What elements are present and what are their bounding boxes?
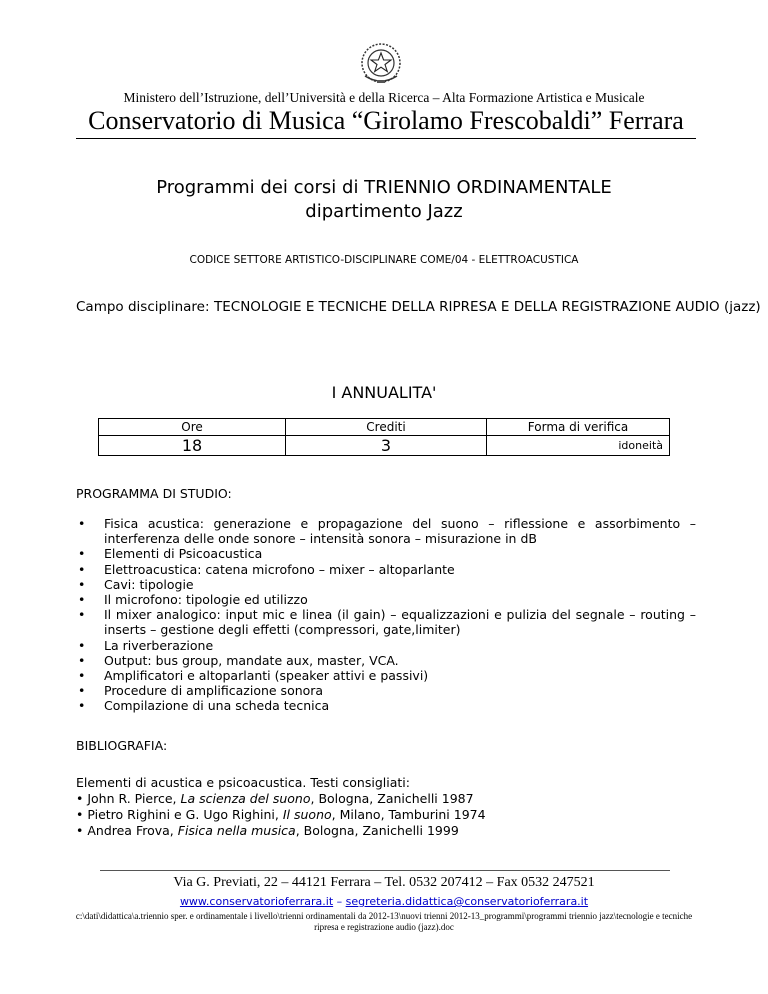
value-crediti: 3	[286, 436, 487, 456]
campo-disciplinare	[76, 299, 761, 316]
file-path: c:\dati\didattica\a.triennio sper. e ordinamentale i livello\trienni ordinamentali da 2012-13\nuovi trienni 2012-13_programmi\programmi triennio jazz\tecnologie e tecniche ripresa e registrazione audio (jazz).doc	[75, 911, 693, 932]
header-ore: Ore	[99, 419, 286, 436]
list-item: • Compilazione di una scheda tecnica	[76, 698, 696, 713]
bibliografia-heading: BIBLIOGRAFIA:	[76, 738, 168, 753]
value-ore: 18	[99, 436, 286, 456]
conservatorio-name: Conservatorio di Musica “Girolamo Frescobaldi” Ferrara	[76, 106, 696, 139]
list-item: • Fisica acustica: generazione e propagazione del suono – riflessione e assorbimento – interferenza delle onde sonore – intensità sonora – misurazione in dB	[76, 516, 696, 546]
list-item: • Amplificatori e altoparlanti (speaker attivi e passivi)	[76, 668, 696, 683]
footer-divider	[100, 870, 670, 871]
footer-links	[0, 895, 768, 908]
ministry-line: Ministero dell’Istruzione, dell’Università e della Ricerca – Alta Formazione Artistica e Musicale	[123, 90, 645, 105]
website-link[interactable]: www.conservatorioferrara.it	[179, 895, 334, 908]
footer-address: Via G. Previati, 22 – 44121 Ferrara – Tel. 0532 207412 – Fax 0532 247521	[173, 875, 595, 890]
title-line-2: dipartimento Jazz	[305, 201, 463, 222]
bib-author: • John R. Pierce,	[76, 791, 181, 806]
title-line-1: Programmi dei corsi di TRIENNIO ORDINAMENTALE	[156, 177, 612, 198]
bib-title: Fisica nella musica	[177, 823, 296, 838]
bib-publisher: , Bologna, Zanichelli 1999	[295, 823, 459, 838]
list-item: • Output: bus group, mandate aux, master, VCA.	[76, 653, 696, 668]
page-title	[0, 176, 768, 224]
bib-author: • Pietro Righini e G. Ugo Righini,	[76, 807, 283, 822]
campo-content: TECNOLOGIE E TECNICHE DELLA RIPRESA E DELLA REGISTRAZIONE AUDIO (jazz)	[214, 299, 761, 315]
bib-publisher: , Milano, Tamburini 1974	[331, 807, 486, 822]
codice-settore: CODICE SETTORE ARTISTICO-DISCIPLINARE COME/04 - ELETTROACUSTICA	[189, 254, 579, 266]
course-table	[98, 418, 670, 456]
value-verifica-cell	[487, 436, 670, 456]
annualita-heading: I ANNUALITA'	[331, 383, 437, 402]
bib-author: • Andrea Frova,	[76, 823, 178, 838]
bib-entry	[76, 791, 486, 807]
list-item: • Elementi di Psicoacustica	[76, 546, 696, 561]
header-crediti: Crediti	[286, 419, 487, 436]
bib-entry	[76, 807, 486, 823]
bib-title: La scienza del suono	[180, 791, 311, 806]
list-item: • Il mixer analogico: input mic e linea (il gain) – equalizzazioni e pulizia del segnale – routing – inserts – gestione degli effetti (compressori, gate,limiter)	[76, 607, 696, 637]
bib-title: Il suono	[282, 807, 332, 822]
list-item: • Cavi: tipologie	[76, 577, 696, 592]
list-item: • La riverberazione	[76, 638, 696, 653]
programma-heading: PROGRAMMA DI STUDIO:	[76, 486, 232, 501]
email-link[interactable]: segreteria.didattica@conservatorioferrara.it	[345, 895, 589, 908]
link-separator: –	[336, 895, 343, 908]
italian-republic-emblem-icon	[357, 40, 405, 88]
header-verifica: Forma di verifica	[487, 419, 670, 436]
bibliografia-list	[76, 791, 486, 839]
bib-entry	[76, 823, 486, 839]
list-item: • Il microfono: tipologie ed utilizzo	[76, 592, 696, 607]
list-item: • Elettroacustica: catena microfono – mixer – altoparlante	[76, 562, 696, 577]
programma-list	[76, 516, 696, 714]
value-verifica: idoneità	[618, 439, 663, 452]
bib-publisher: , Bologna, Zanichelli 1987	[310, 791, 474, 806]
bibliografia-intro: Elementi di acustica e psicoacustica. Testi consigliati:	[76, 775, 410, 790]
campo-label: Campo disciplinare:	[76, 299, 210, 315]
list-item: • Procedure di amplificazione sonora	[76, 683, 696, 698]
